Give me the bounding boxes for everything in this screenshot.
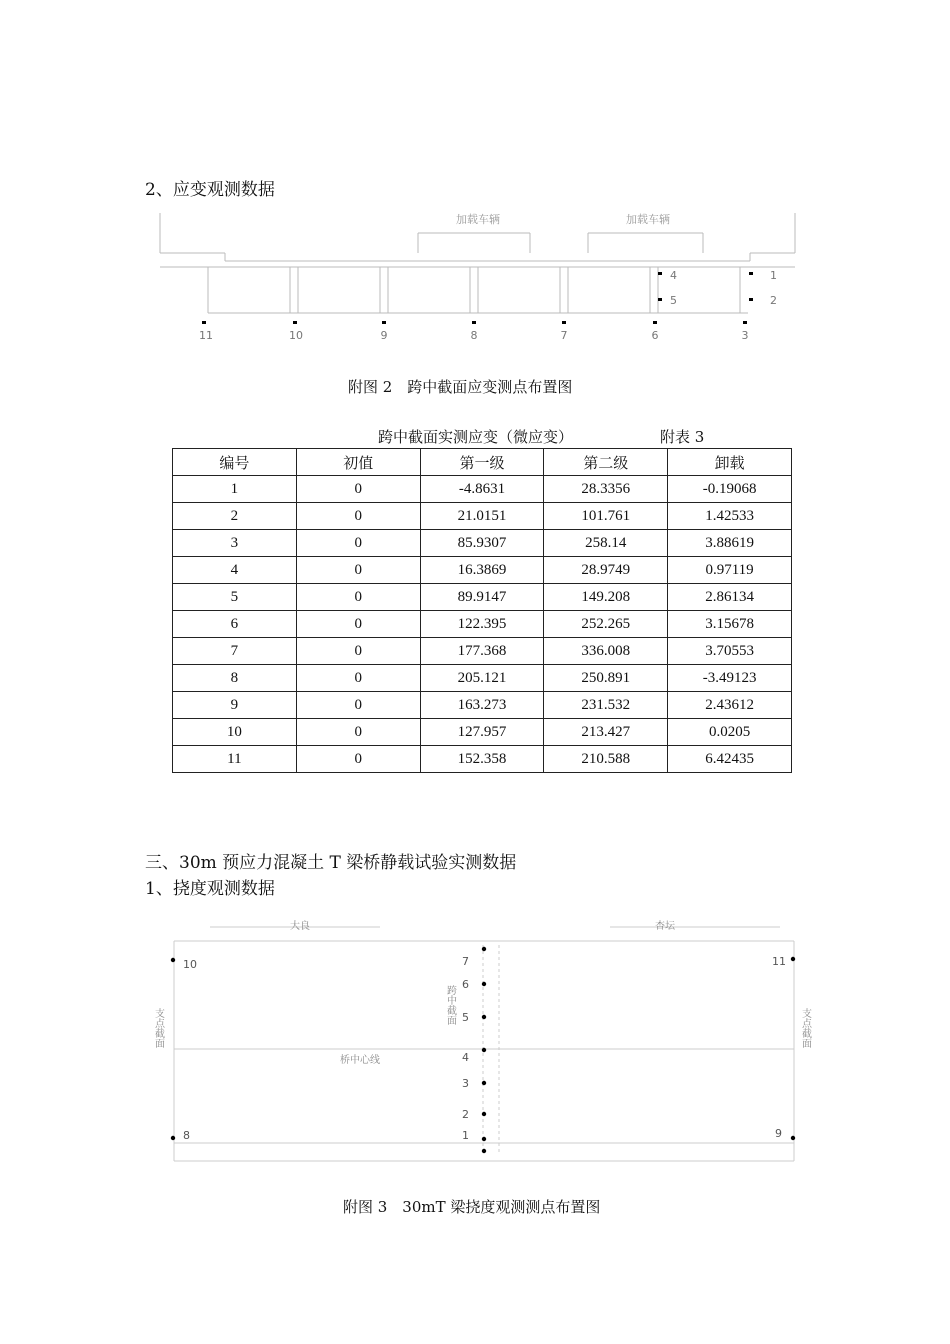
table-cell: 11 [173,746,297,773]
table-note: 附表 3 [660,428,705,446]
point-3-dot [482,1081,486,1085]
point-11-dot [791,957,795,961]
table-cell: 213.427 [544,719,668,746]
gauge-6-mark [653,321,657,324]
point-5-dot [482,1015,486,1019]
point-label: 3 [462,1077,469,1090]
point-label: 10 [289,329,303,342]
table-cell: 1 [173,476,297,503]
table-cell: -3.49123 [668,665,792,692]
table-cell: 0 [296,692,420,719]
point-label: 11 [772,955,786,968]
gauge-2-mark [749,298,753,301]
table-cell: 210.588 [544,746,668,773]
point-label: 8 [183,1129,190,1142]
table-cell: 0 [296,611,420,638]
table-cell: 5 [173,584,297,611]
table-cell: 10 [173,719,297,746]
gauge-4-mark [658,272,662,275]
table-row [173,503,792,530]
figure-2-caption: 附图 2 跨中截面应变测点布置图 [348,378,573,396]
gauge-7-mark [562,321,566,324]
table-cell: -0.19068 [668,476,792,503]
column-header: 第一级 [420,449,544,476]
table-row [173,638,792,665]
point-label: 10 [183,958,197,971]
table-cell: 9 [173,692,297,719]
figure-3-caption: 附图 3 30mT 梁挠度观测测点布置图 [343,1198,601,1216]
centerline-label: 桥中心线 [340,1055,380,1066]
table-row [173,665,792,692]
table-cell: 0 [296,719,420,746]
table-cell: 3.15678 [668,611,792,638]
table-row [173,584,792,611]
load-label-2: 加载车辆 [626,213,670,226]
point-label: 2 [770,294,777,307]
point-7-dot [482,947,486,951]
column-header: 编号 [173,449,297,476]
table-cell: 3.70553 [668,638,792,665]
point-label: 1 [462,1129,469,1142]
point-label: 8 [470,329,478,342]
table-cell: 0.97119 [668,557,792,584]
table-cell: 0.0205 [668,719,792,746]
table-row [173,719,792,746]
point-10-dot [171,958,175,962]
table-row [173,692,792,719]
column-header: 第二级 [544,449,668,476]
table-cell: 0 [296,530,420,557]
gauge-11-mark [202,321,206,324]
table-cell: 0 [296,503,420,530]
table-cell: 0 [296,476,420,503]
table-row [173,476,792,503]
gauge-8-mark [472,321,476,324]
table-cell: 250.891 [544,665,668,692]
table-cell: 89.9147 [420,584,544,611]
strain-section-heading: 2、应变观测数据 [145,180,275,200]
point-label: 7 [560,329,568,342]
point-bottom-dot [482,1149,486,1153]
table-cell: 0 [296,584,420,611]
table-cell: 6 [173,611,297,638]
point-label: 5 [670,294,677,307]
table-cell: 7 [173,638,297,665]
table-cell: 0 [296,746,420,773]
right-support-label: 支点截面 [799,1008,811,1048]
table-cell: 1.42533 [668,503,792,530]
table-cell: 163.273 [420,692,544,719]
gauge-9-mark [382,321,386,324]
column-header: 初值 [296,449,420,476]
right-place-label: 杏坛 [655,921,675,932]
table-cell: 28.9749 [544,557,668,584]
point-label: 4 [670,269,677,282]
table-cell: 258.14 [544,530,668,557]
point-label: 7 [462,955,469,968]
table-cell: 4 [173,557,297,584]
table-cell: 205.121 [420,665,544,692]
point-8-dot [171,1136,175,1140]
table-cell: 127.957 [420,719,544,746]
table-cell: 0 [296,638,420,665]
table-row [173,746,792,773]
table-cell: 16.3869 [420,557,544,584]
table-cell: 149.208 [544,584,668,611]
point-label: 5 [462,1011,469,1024]
gauge-3-mark [743,321,747,324]
point-label: 9 [775,1127,782,1140]
table-cell: 101.761 [544,503,668,530]
table-cell: 2.86134 [668,584,792,611]
table-cell: 152.358 [420,746,544,773]
midspan-label: 跨中截面 [444,985,456,1025]
strain-table [172,448,792,773]
left-support-label: 支点截面 [152,1008,164,1048]
point-4-dot [482,1048,486,1052]
section-three-heading: 三、30m 预应力混凝土 T 梁桥静载试验实测数据 [145,853,517,873]
table-cell: 231.532 [544,692,668,719]
point-label: 9 [380,329,388,342]
table-cell: 8 [173,665,297,692]
table-title: 跨中截面实测应变（微应变） [378,428,574,446]
table-header-row [173,449,792,476]
point-label: 2 [462,1108,469,1121]
table-cell: 0 [296,557,420,584]
load-label-1: 加载车辆 [456,213,500,226]
table-cell: 122.395 [420,611,544,638]
point-label: 3 [741,329,749,342]
point-2-dot [482,1112,486,1116]
table-row [173,530,792,557]
table-row [173,611,792,638]
table-cell: 6.42435 [668,746,792,773]
gauge-10-mark [293,321,297,324]
column-header: 卸载 [668,449,792,476]
point-label: 6 [651,329,659,342]
deflection-plan-diagram [140,915,820,1175]
deflection-section-heading: 1、挠度观测数据 [145,879,275,899]
point-label: 6 [462,978,469,991]
point-1-dot [482,1137,486,1141]
table-cell: 3.88619 [668,530,792,557]
table-cell: 2.43612 [668,692,792,719]
table-cell: -4.8631 [420,476,544,503]
point-9-dot [791,1136,795,1140]
point-label: 1 [770,269,777,282]
table-cell: 85.9307 [420,530,544,557]
gauge-1-mark [749,272,753,275]
table-cell: 0 [296,665,420,692]
table-cell: 177.368 [420,638,544,665]
table-cell: 2 [173,503,297,530]
table-cell: 21.0151 [420,503,544,530]
point-label: 4 [462,1051,469,1064]
left-place-label: 大良 [290,921,310,932]
point-6-dot [482,982,486,986]
table-cell: 3 [173,530,297,557]
table-row [173,557,792,584]
table-cell: 28.3356 [544,476,668,503]
gauge-5-mark [658,298,662,301]
table-cell: 336.008 [544,638,668,665]
point-label: 11 [199,329,213,342]
table-cell: 252.265 [544,611,668,638]
strain-cross-section-diagram [140,205,820,355]
